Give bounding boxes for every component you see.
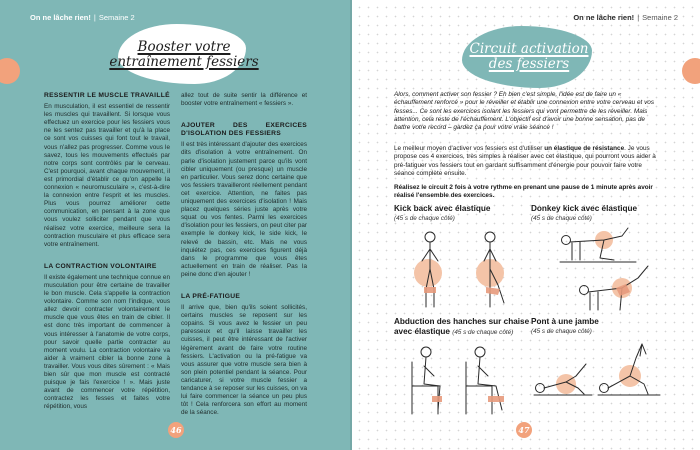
section-heading: LA PRÉ-FATIGUE [181,292,241,300]
paragraph-text: . Je vous propose ces 4 exercices, très simples à réaliser avec cet élastique, qui pourront vous aider à pré-fatiguer vos fessiers tout en gardant suffisamment d'énergie pour pouvoir faire votre séance complète ensuite. [394,145,656,177]
figure-body [478,357,502,410]
header-title: On ne lâche rien! [30,13,91,22]
paragraph: allez tout de suite sentir la différence et booster votre entraînement « fessiers ». [181,92,307,108]
title-line-2: des fessiers [488,56,570,72]
exercise-title: Pont à une jambe [531,317,599,326]
single-leg-bridge-illustration [532,338,662,398]
title-line-1: Circuit activation [469,41,589,57]
exercise-duration: (45 s de chaque côté) [531,215,592,222]
donkey-kick-illustration [530,226,660,314]
paragraph-emphasis: un élastique de résistance [544,145,625,152]
resistance-band [432,396,442,402]
exercise-title-line: Abduction des hanches sur chaise [394,317,530,326]
exercise-title [394,317,529,338]
exercise-duration: (45 s de chaque côté) [452,329,514,336]
paragraph [394,145,658,178]
resistance-band [488,396,504,402]
intro-paragraph: Alors, comment activer son fessier ? Eh bien c'est simple, l'idée est de faire un « échauffement renforcé » pour le réveiller et établir une connexion entre votre cerveau et vos fesses... Ce sont les exercices isolant les fessiers qui vont permettre de les réveiller. Mais attention, cela reste de l'échauffement. L'objectif est d'avoir une bonne sensation, pas de battre votre record – gardez ça pour votre vraie séance ! [394,91,655,132]
text-column-1 [44,92,170,420]
instruction-paragraph: Réalisez le circuit 2 fois à votre rythme en prenant une pause de 1 minute après avoir réalisé l'ensemble des exercices. [394,184,653,200]
section-heading: RESSENTIR LE MUSCLE TRAVAILLÉ [44,92,170,99]
header-week: Semaine 2 [98,13,135,22]
running-header-right [573,13,678,22]
figure-head [600,384,609,393]
paragraph: Il existe également une technique connue en musculation pour être certaine de travailler le bon muscle. Cela s'appelle la contraction volontaire. Comme son nom l'indique, vous allez devoir contracter volontairement le muscle que vous êtes en train de cibler. Il est donc très important de commencer à vous intéresser à l'anatomie de votre corps, pour savoir quelle partie contracter au moment voulu. La contraction volontaire va aider à vraiment cibler la bonne zone à travailler. Vous vous dites sûrement : « Mais bien sûr que mon muscle est contracté puisque je fais l'exercice ! ». Mais juste avant de commencer votre répétition, contractez les fesses et faites votre répétition, vous [44,273,170,411]
decorative-dot [682,58,700,84]
header-separator: | [637,13,640,22]
header-separator: | [93,13,96,22]
page-title-left [104,40,264,70]
header-week: Semaine 2 [642,13,678,22]
paragraph: Il est très intéressant d'ajouter des exercices dits d'isolation à votre entraînement. On parle d'isolation justement parce qu'ils vont cibler uniquement (ou presque) un muscle en particulier. Vous serez donc certaine que vos fessiers travailleront réellement pendant cet exercice. Attention, ne faites pas uniquement des exercices d'isolation ! Mais placez quelques séries juste après votre squat ou vos fentes. Parmi les exercices d'isolation pour les fessiers, on peut citer par exemple le donkey kick, le side kick, le relevé de bassin, etc. Mais ne vous inquiétez pas, ces exercices figurent déjà dans le programme que vous êtes actuellement en train de réaliser. Pas la peine donc d'en ajouter ! [181,141,307,278]
exercise-title: Donkey kick avec élastique [531,204,638,213]
page-number-left: 46 [168,422,184,438]
section-heading: AJOUTER DES EXERCICES D'ISOLATION DES FESSIERS [181,122,307,138]
header-title: On ne lâche rien! [573,13,635,22]
section-heading: LA CONTRACTION VOLONTAIRE [44,262,157,270]
title-line-2: entraînement fessiers [109,54,259,70]
hip-abduction-illustration [404,342,524,418]
resistance-band [424,287,436,293]
figure-head [562,236,571,245]
figure-head [580,286,589,295]
figure-head [485,232,495,242]
running-header-left [30,13,135,22]
paragraph-text: Le meilleur moyen d'activer vos fessiers est d'utiliser [394,145,545,152]
figure-head [536,384,545,393]
text-column-2 [181,92,307,426]
page-number-right: 47 [516,422,532,438]
exercise-duration: (45 s de chaque côté) [531,328,592,335]
figure-head [421,347,431,357]
decorative-dot [0,58,20,84]
page-title-right [449,42,609,72]
exercise-title-line: avec élastique [394,327,450,336]
exercise-title: Kick back avec élastique [394,204,491,213]
exercise-duration: (45 s de chaque côté) [394,215,455,222]
glute-highlight [414,259,442,287]
resistance-band [486,287,500,295]
kick-back-illustration [398,227,524,313]
figure-head [425,232,435,242]
figure-head [475,347,485,357]
paragraph: En musculation, il est essentiel de ressentir les muscles qui travaillent. Si lorsque vous effectuez un exercice pour les fessiers vous ne les sentez pas travailler et qu'à la place ce sont vos cuisses qui font tout le travail, vous n'allez pas progresser. Comme vous le savez, tous les mouvements effectués par notre corps sont contrôlés par le cerveau. C'est pourquoi, avant chaque mouvement, il est primordial d'établir ce qu'on appelle la connexion « neuromusculaire », c'est-à-dire la connexion entre l'esprit et les muscles. Plus vous pourrez améliorer cette communication, en pensant à la zone que vous voulez solliciter pendant que vous réalisez votre exercice, meilleure sera la contraction musculaire et plus efficace sera votre entraînement. [44,103,170,248]
title-line-1: Booster votre [137,39,231,55]
paragraph: Il arrive que, bien qu'ils soient sollicités, certains muscles se reposent sur les copains. Si vous avez le fessier un peu paresseux et qu'il laisse travailler les cuisses, il peut être intéressant de l'activer légèrement avant de faire votre routine fessiers. L'activation ou la pré-fatigue va vous assurer que votre muscle sera bien à son plein potentiel pendant la séance. Pour caricaturer, si votre muscle fessier a tendance à se reposer sur les cuisses, on va lui faire commencer la séance un peu plus tôt ! Cela renforcera son effort au moment de la séance. [181,304,307,417]
